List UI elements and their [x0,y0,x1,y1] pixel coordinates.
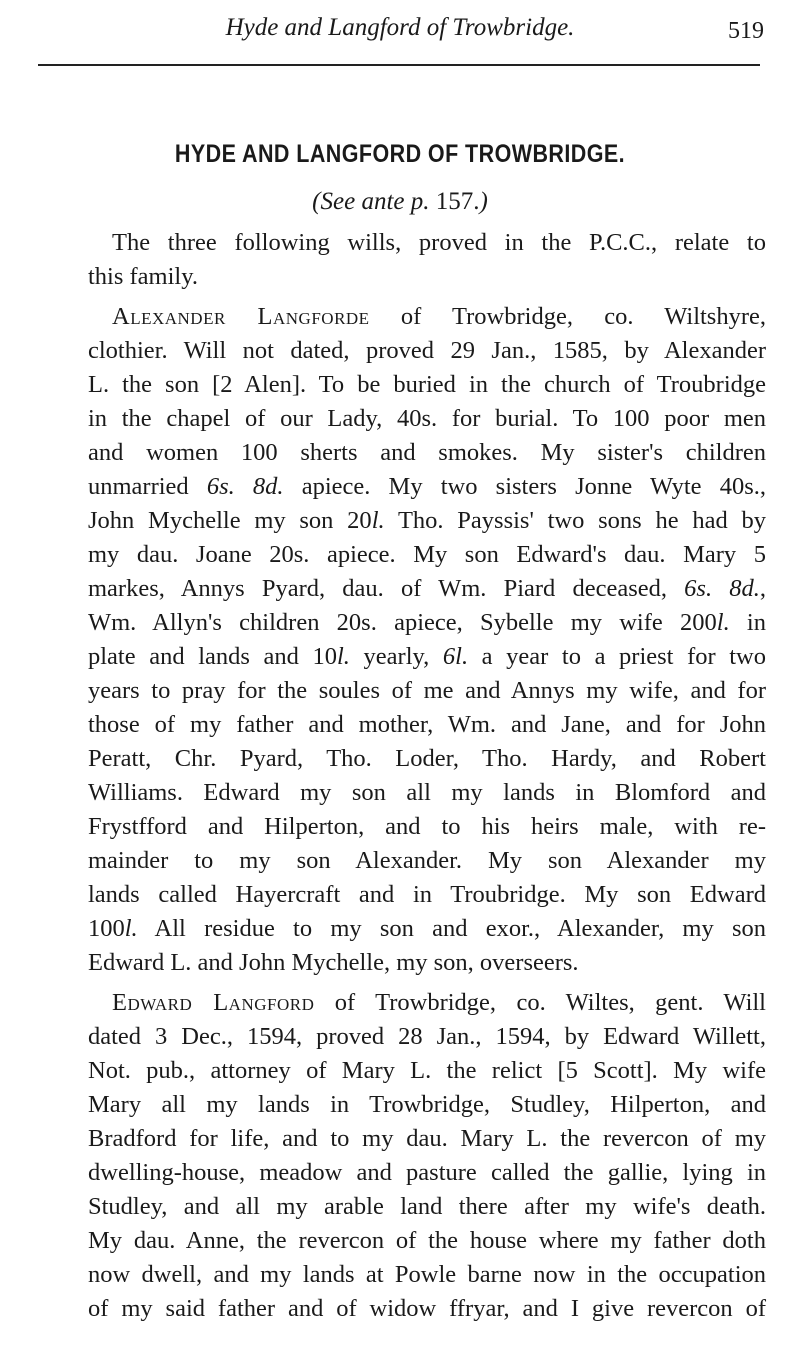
testator-name: Edward Langford [112,989,315,1016]
text-line: lands called Hayercraft and in Troubridge. My son Edward [88,881,766,908]
text-line: this family. [88,263,199,290]
text-line: Not. pub., attorney of Mary L. the relict [5 Scott]. My wife [88,1057,766,1084]
text-line: plate and lands and 10l. yearly, 6l. a year to a priest for two [88,643,767,670]
text-line: Edward L. and John Mychelle, my son, overseers. [88,949,579,976]
text-line: my dau. Joane 20s. apiece. My son Edward's dau. Mary 5 [88,541,766,568]
page-number: 519 [728,18,764,44]
text-line: Williams. Edward my son all my lands in Blomford and [88,779,766,806]
running-head [0,14,800,54]
text-line: Studley, and all my arable land there after my wife's death. [88,1193,766,1220]
paragraph [88,986,766,1326]
text-line: Wm. Allyn's children 20s. apiece, Sybelle my wife 200l. in [88,609,766,636]
text-line: markes, Annys Pyard, dau. of Wm. Piard deceased, 6s. 8d., [88,575,766,602]
text-line: dwelling-house, meadow and pasture called the gallie, lying in [88,1159,766,1186]
text-line: John Mychelle my son 20l. Tho. Payssis' two sons he had by [88,507,766,534]
header-rule [38,64,760,66]
text-line: My dau. Anne, the revercon of the house where my father doth [88,1227,766,1254]
article-title: HYDE AND LANGFORD OF TROWBRIDGE. [174,140,626,168]
text-line: The three following wills, proved in the P.C.C., relate to [112,229,766,256]
text-line: Frystfford and Hilperton, and to his heirs male, with re- [88,813,766,840]
running-head-title: Hyde and Langford of Trowbridge. [225,14,575,41]
text-line: clothier. Will not dated, proved 29 Jan., 1585, by Alexander [88,337,766,364]
article-subtitle: (See ante p. 157.) [312,188,488,215]
text-line: dated 3 Dec., 1594, proved 28 Jan., 1594, by Edward Willett, [88,1023,766,1050]
paragraph [88,300,766,980]
text-line: Mary all my lands in Trowbridge, Studley, Hilperton, and [88,1091,766,1118]
text-line: of my said father and of widow ffryar, and I give revercon of [88,1295,766,1322]
article-body [88,226,766,1332]
text-line: in the chapel of our Lady, 40s. for burial. To 100 poor men [88,405,766,432]
text-line: L. the son [2 Alen]. To be buried in the church of Troubridge [88,371,766,398]
text-line: Edward Langford of Trowbridge, co. Wiltes, gent. Will [112,989,766,1016]
text-line: now dwell, and my lands at Powle barne now in the occupation [88,1261,766,1288]
paragraph [88,226,766,294]
text-line: those of my father and mother, Wm. and Jane, and for John [88,711,766,738]
text-line: 100l. All residue to my son and exor., Alexander, my son [88,915,766,942]
text-line: Bradford for life, and to my dau. Mary L. the revercon of my [88,1125,766,1152]
text-line: Peratt, Chr. Pyard, Tho. Loder, Tho. Hardy, and Robert [88,745,766,772]
testator-name: Alexander Langforde [112,303,370,330]
text-line: Alexander Langforde of Trowbridge, co. Wiltshyre, [112,303,767,330]
text-line: mainder to my son Alexander. My son Alexander my [88,847,766,874]
text-line: and women 100 sherts and smokes. My sister's children [88,439,766,466]
text-line: unmarried 6s. 8d. apiece. My two sisters Jonne Wyte 40s., [88,473,766,500]
text-line: years to pray for the soules of me and Annys my wife, and for [88,677,766,704]
